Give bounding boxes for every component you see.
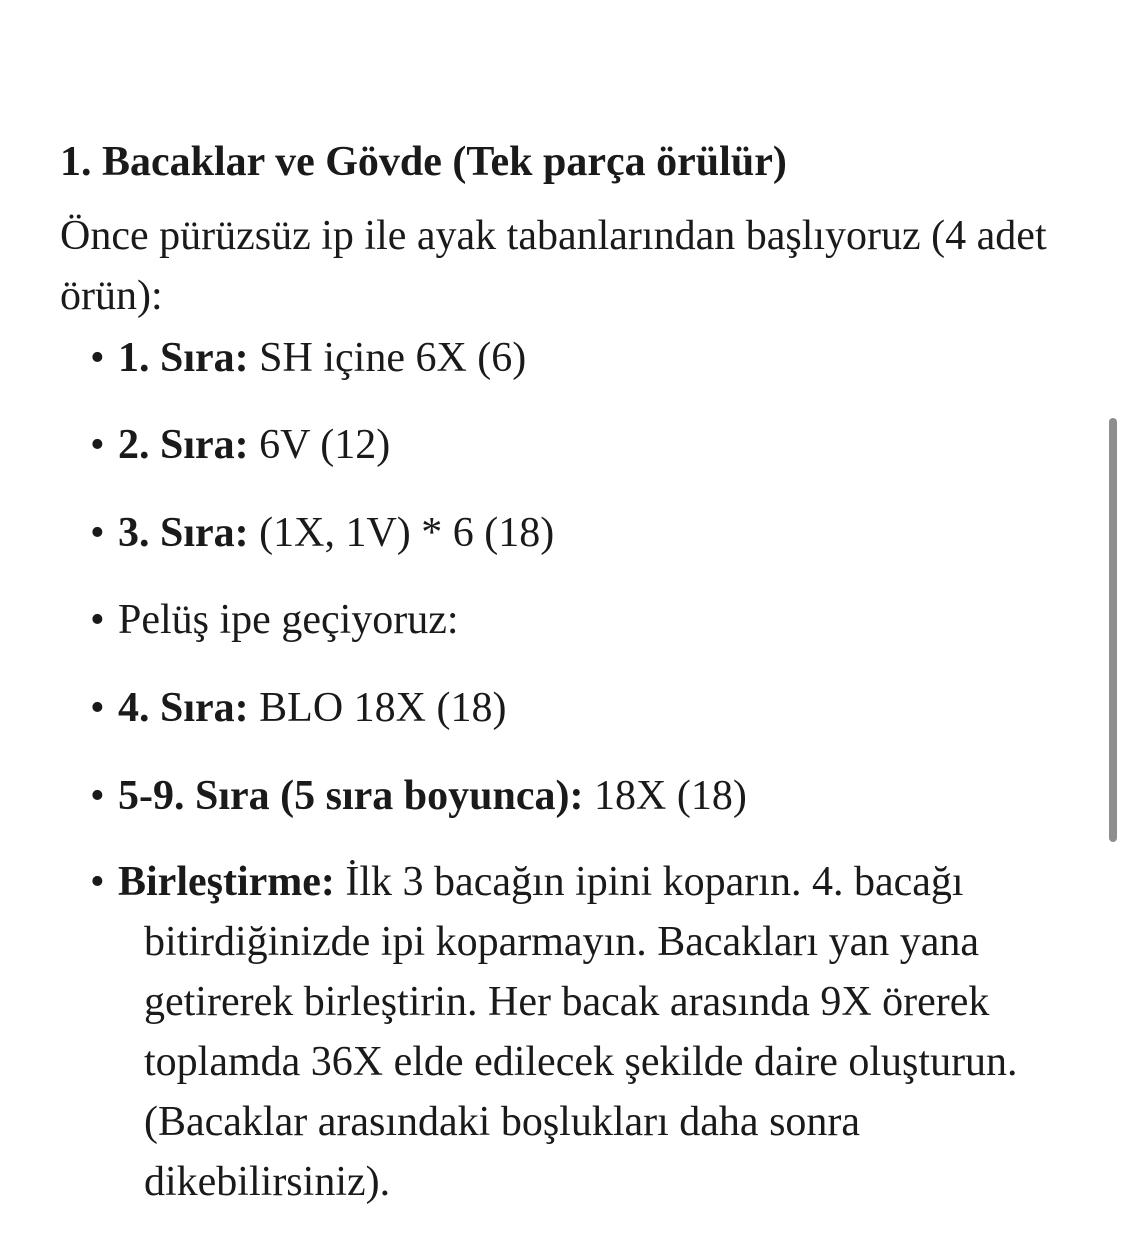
row-label: 1. Sıra: xyxy=(118,335,249,381)
list-item xyxy=(90,766,1050,826)
section-heading: 1. Bacaklar ve Gövde (Tek parça örülür) xyxy=(60,139,787,185)
row-text: 18X (18) xyxy=(583,773,747,819)
bullet-icon: • xyxy=(90,597,105,643)
list-item xyxy=(90,852,1050,1212)
list-item xyxy=(90,590,1050,650)
row-label: 4. Sıra: xyxy=(118,685,249,731)
row-label: 3. Sıra: xyxy=(118,510,249,556)
row-text: 6V (12) xyxy=(248,422,391,468)
row-label: Birleştirme: xyxy=(118,859,335,905)
list-item xyxy=(90,415,1050,475)
bullet-icon: • xyxy=(90,335,105,381)
bullet-icon: • xyxy=(90,859,105,905)
row-text: SH içine 6X (6) xyxy=(248,335,527,381)
bullet-icon: • xyxy=(90,510,105,556)
list-item xyxy=(90,678,1050,738)
row-text: (1X, 1V) * 6 (18) xyxy=(248,510,555,556)
row-label: 2. Sıra: xyxy=(118,422,249,468)
bullet-icon: • xyxy=(90,422,105,468)
row-label: 5-9. Sıra (5 sıra boyunca): xyxy=(118,773,584,819)
bullet-icon: • xyxy=(90,773,105,819)
row-text: BLO 18X (18) xyxy=(248,685,507,731)
vertical-scrollbar[interactable] xyxy=(1109,418,1117,842)
bullet-icon: • xyxy=(90,685,105,731)
list-item xyxy=(90,328,1050,388)
intro-paragraph: Önce pürüzsüz ip ile ayak tabanlarından başlıyoruz (4 adet örün): xyxy=(60,213,1047,319)
row-text: İlk 3 bacağın ipini koparın. 4. bacağı bitirdiğinizde ipi koparmayın. Bacakları yan yana getirerek birleştirin. Her bacak arasında 9X örerek toplamda 36X elde edilecek şekilde daire oluşturun. (Bacaklar arasındaki boşlukları daha sonra dikebilirsiniz). xyxy=(144,859,1018,1205)
row-text: Pelüş ipe geçiyoruz: xyxy=(118,597,459,643)
list-item xyxy=(90,503,1050,563)
